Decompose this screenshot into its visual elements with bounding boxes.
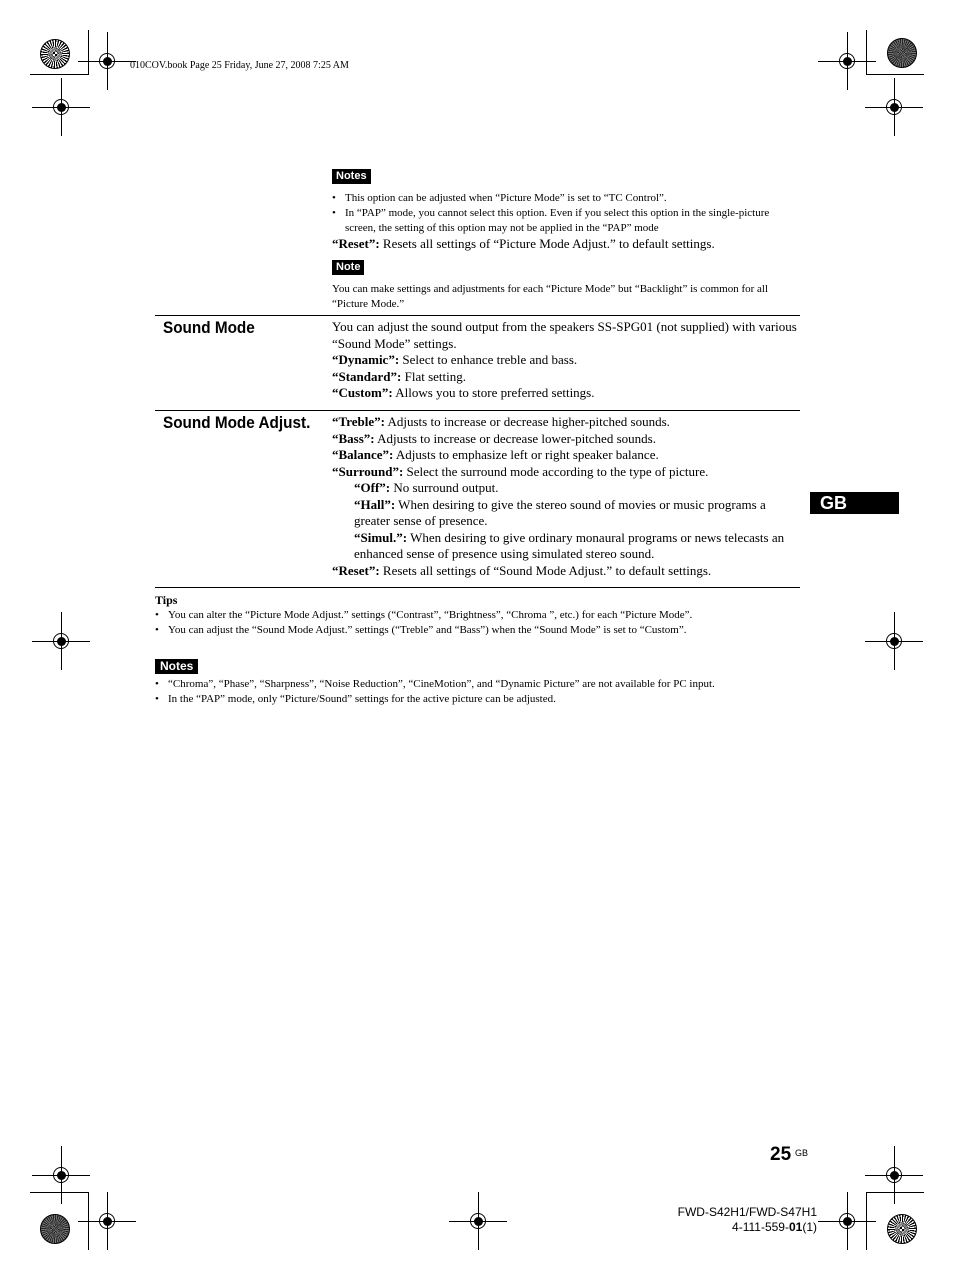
crop-line: [88, 1192, 89, 1250]
code-prefix: 4-111-559-: [732, 1220, 789, 1234]
notes-list: [332, 191, 800, 236]
definition: Allows you to store preferred settings.: [392, 385, 595, 400]
term: “Hall”:: [354, 496, 396, 512]
term: “Dynamic”:: [332, 352, 400, 367]
definition-row: [332, 563, 800, 580]
definition: When desiring to give ordinary monaural programs or news telecasts an enhanced sense of presence using simulated stereo sound.: [354, 529, 785, 561]
list-item: • In “PAP” mode, you cannot select this option. Even if you select this option in the single-picture screen, the setting of this option may not be applied in the “PAP” mode: [332, 206, 800, 236]
list-item: • In the “PAP” mode, only “Picture/Sound” settings for the active picture can be adjusted.: [155, 692, 805, 707]
list-item: • You can alter the “Picture Mode Adjust.” settings (“Contrast”, “Brightness”, “Chroma ”, etc.) for each “Picture Mode”.: [155, 608, 805, 623]
notes-label: Notes: [155, 659, 198, 674]
tips-list: [155, 608, 805, 638]
sound-mode-description: [332, 319, 800, 402]
definition-row: [332, 497, 800, 530]
term: “Custom”:: [332, 385, 393, 400]
term: “Simul.”:: [354, 529, 408, 545]
crop-line: [866, 30, 867, 75]
crosshair-icon: [879, 1160, 909, 1190]
definition-row: [332, 447, 800, 464]
term: “Balance”:: [332, 447, 394, 462]
crosshair-icon: [879, 92, 909, 122]
registration-star-icon: [887, 1214, 917, 1244]
crop-line: [866, 74, 924, 75]
definition: Adjusts to increase or decrease higher-pitched sounds.: [384, 414, 670, 429]
definition: When desiring to give the stereo sound of movies or music programs a greater sense of presence.: [354, 496, 766, 528]
definition-row: [332, 464, 800, 481]
crosshair-icon: [832, 46, 862, 76]
crop-line: [866, 1192, 924, 1193]
list-item: • “Chroma”, “Phase”, “Sharpness”, “Noise Reduction”, “CineMotion”, and “Dynamic Picture” are not available for PC input.: [155, 677, 805, 692]
footer-code: [732, 1220, 817, 1235]
list-item: • You can adjust the “Sound Mode Adjust.” settings (“Treble” and “Bass”) when the “Sound Mode” is set to “Custom”.: [155, 623, 805, 638]
definition: Flat setting.: [401, 368, 466, 384]
language-tab: GB: [810, 492, 899, 514]
crosshair-icon: [879, 626, 909, 656]
crosshair-icon: [46, 92, 76, 122]
sound-mode-heading: Sound Mode: [163, 318, 255, 337]
list-item: • This option can be adjusted when “Picture Mode” is set to “TC Control”.: [332, 191, 800, 206]
bottom-notes-section: [155, 657, 805, 707]
definition: Select to enhance treble and bass.: [399, 352, 578, 367]
term: “Surround”:: [332, 463, 404, 479]
table-rule: [155, 315, 800, 316]
definition-row: [332, 414, 800, 431]
notes-list: [155, 677, 805, 707]
registration-star-icon: [40, 39, 70, 69]
tips-section: [155, 593, 805, 638]
definition-row: [332, 480, 800, 497]
intro-text: You can adjust the sound output from the speakers SS-SPG01 (not supplied) with various “Sound Mode” settings.: [332, 319, 797, 351]
page-number: 25: [770, 1144, 792, 1165]
definition: Adjusts to increase or decrease lower-pitched sounds.: [374, 430, 656, 446]
picture-mode-adjust-continued: [332, 166, 800, 312]
crosshair-icon: [46, 626, 76, 656]
term: “Treble”:: [332, 414, 385, 429]
definition: No surround output.: [390, 480, 499, 495]
crosshair-icon: [463, 1206, 493, 1236]
term: “Off”:: [354, 480, 391, 495]
crosshair-icon: [832, 1206, 862, 1236]
crosshair-icon: [92, 46, 122, 76]
definition: Select the surround mode according to the type of picture.: [403, 463, 709, 479]
sound-mode-adjust-heading: Sound Mode Adjust.: [163, 413, 311, 432]
definition-row: [332, 352, 800, 369]
crosshair-icon: [46, 1160, 76, 1190]
code-bold: 01: [788, 1220, 803, 1234]
crop-line: [866, 1192, 867, 1250]
crop-line: [88, 30, 89, 75]
sound-mode-adjust-description: [332, 414, 800, 579]
term: “Standard”:: [332, 368, 402, 384]
reset-description: [332, 236, 800, 253]
crop-line: [30, 1192, 88, 1193]
definition-row: [332, 369, 800, 386]
registration-star-icon: [887, 38, 917, 68]
definition: Resets all settings of “Sound Mode Adjust.” to default settings.: [379, 562, 712, 578]
file-info-header: 010COV.book Page 25 Friday, June 27, 2008 7:25 AM: [130, 60, 349, 71]
registration-star-icon: [40, 1214, 70, 1244]
table-rule: [155, 587, 800, 588]
note-label: Note: [332, 260, 364, 275]
term: “Bass”:: [332, 430, 375, 446]
code-suffix: (1): [802, 1220, 817, 1234]
table-rule: [155, 410, 800, 411]
definition-row: [332, 385, 800, 402]
crop-line: [30, 74, 88, 75]
crosshair-icon: [92, 1206, 122, 1236]
footer-model: FWD-S42H1/FWD-S47H1: [677, 1205, 817, 1219]
definition: Resets all settings of “Picture Mode Adjust.” to default settings.: [379, 236, 715, 251]
note-text: You can make settings and adjustments for each “Picture Mode” but “Backlight” is common for all “Picture Mode.”: [332, 282, 769, 310]
notes-label: Notes: [332, 169, 371, 184]
definition-row: [332, 530, 800, 563]
term: “Reset”:: [332, 562, 380, 578]
definition: Adjusts to emphasize left or right speaker balance.: [393, 447, 659, 462]
term: “Reset”:: [332, 236, 380, 251]
tips-label: Tips: [155, 593, 178, 607]
page-number-suffix: GB: [795, 1148, 809, 1158]
definition-row: [332, 431, 800, 448]
